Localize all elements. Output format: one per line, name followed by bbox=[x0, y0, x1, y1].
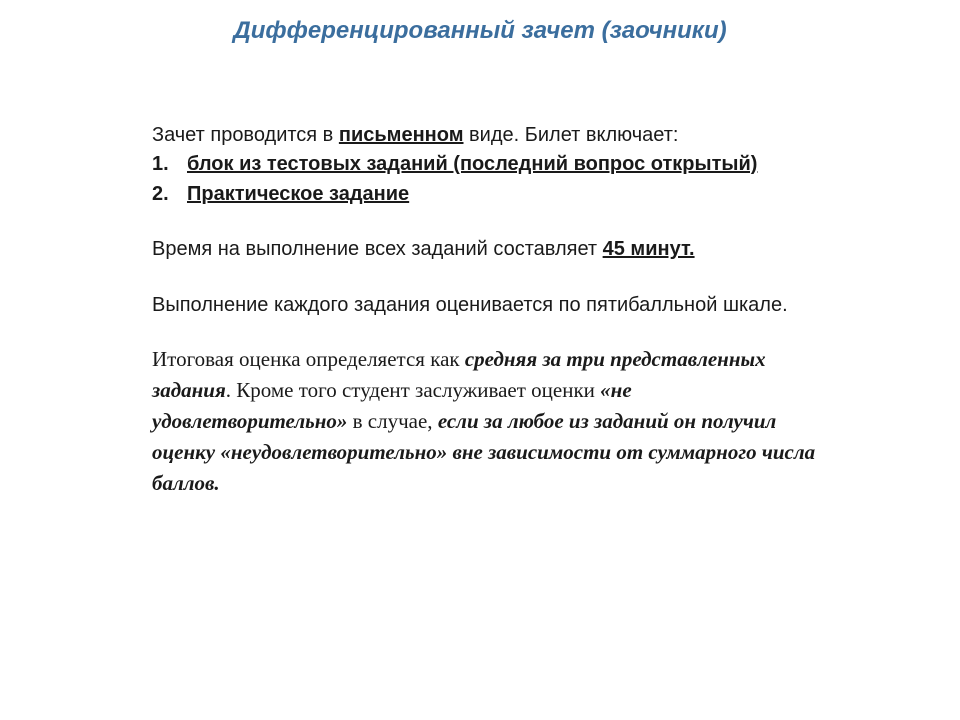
intro-pre: Зачет проводится в bbox=[152, 124, 339, 146]
list-item-number: 2. bbox=[152, 183, 169, 205]
time-pre: Время на выполнение всех заданий составляет bbox=[152, 238, 603, 260]
final-t2: средняя за три представленных задания bbox=[152, 347, 766, 402]
list-item-text: блок из тестовых заданий (последний вопрос открытый) bbox=[187, 153, 758, 175]
intro-paragraph bbox=[152, 121, 832, 149]
list-item bbox=[152, 180, 832, 208]
time-paragraph bbox=[152, 235, 832, 263]
slide-body bbox=[152, 121, 832, 499]
scale-paragraph: Выполнение каждого задания оценивается по пятибалльной шкале. bbox=[152, 294, 788, 316]
intro-post: виде. Билет включает: bbox=[463, 124, 679, 146]
final-grade-paragraph bbox=[152, 344, 832, 499]
time-emphasis: 45 минут. bbox=[602, 238, 695, 260]
final-t4: «не удовлетворительно» bbox=[152, 378, 632, 433]
final-t1: Итоговая оценка определяется как bbox=[152, 347, 465, 371]
final-t3: . Кроме того студент заслуживает оценки bbox=[225, 378, 601, 402]
final-t5: в случае, bbox=[347, 409, 438, 433]
list-item-number: 1. bbox=[152, 153, 169, 175]
intro-emphasis: письменном bbox=[338, 124, 464, 146]
ticket-list bbox=[152, 150, 832, 208]
slide-title: Дифференцированный зачет (заочники) bbox=[233, 17, 727, 44]
list-item bbox=[152, 150, 832, 178]
final-t6: если за любое из заданий он получил оценку «неудовлетворительно» вне зависимости от суммарного числа баллов. bbox=[152, 409, 816, 495]
list-item-text: Практическое задание bbox=[187, 183, 410, 205]
